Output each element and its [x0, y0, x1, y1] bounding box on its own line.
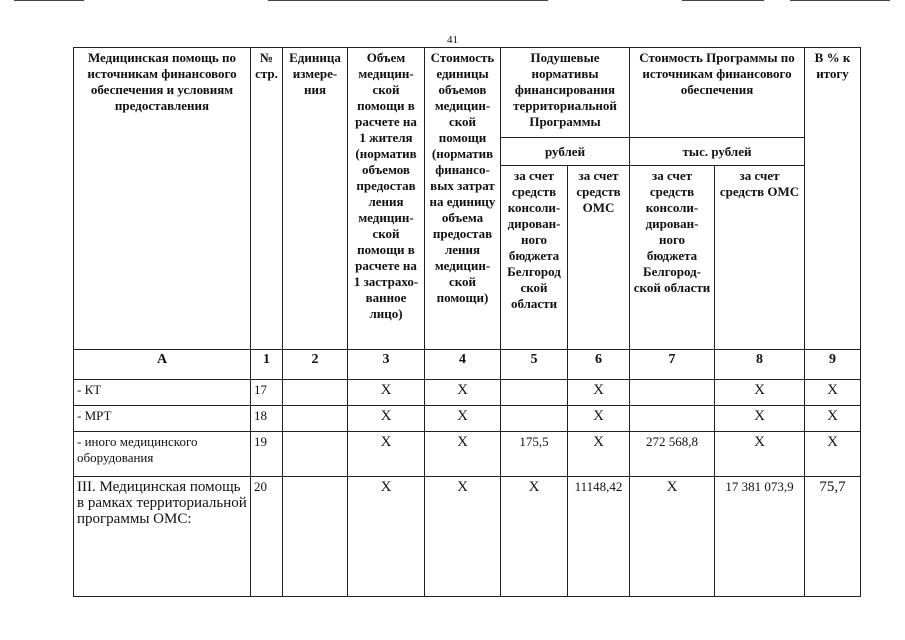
column-number: 4 — [425, 350, 501, 380]
row-c8: Х — [715, 380, 805, 406]
row-c4: Х — [425, 380, 501, 406]
row-c4: Х — [425, 477, 501, 597]
column-number: 7 — [630, 350, 715, 380]
row-unit — [283, 380, 348, 406]
row-c6: 11148,42 — [568, 477, 630, 597]
row-c9: Х — [805, 380, 861, 406]
header-col-2: Единица измере- ния — [283, 48, 348, 350]
table-row — [74, 477, 861, 597]
row-line-number: 18 — [251, 406, 283, 432]
row-c5 — [501, 406, 568, 432]
row-c3: Х — [348, 477, 425, 597]
table-row — [74, 432, 861, 477]
row-c4: Х — [425, 406, 501, 432]
table-row — [74, 406, 861, 432]
row-c5: Х — [501, 477, 568, 597]
row-c8: Х — [715, 406, 805, 432]
row-c5: 175,5 — [501, 432, 568, 477]
row-c8: Х — [715, 432, 805, 477]
row-label: - иного медицинского оборудования — [74, 432, 251, 477]
row-c9: Х — [805, 432, 861, 477]
column-number: 1 — [251, 350, 283, 380]
top-line-far-right — [790, 0, 890, 1]
row-unit — [283, 477, 348, 597]
row-c9: 75,7 — [805, 477, 861, 597]
column-number: 2 — [283, 350, 348, 380]
row-c4: Х — [425, 432, 501, 477]
column-number: 8 — [715, 350, 805, 380]
column-number-row — [74, 350, 861, 380]
top-line-right — [682, 0, 764, 1]
header-per-capita-group: Подушевые нормативы финансирования территориальной Программы — [501, 48, 630, 138]
top-line-left — [14, 0, 84, 1]
row-label: III. Медицинская помощь в рамках территориальной программы ОМС: — [74, 477, 251, 597]
header-col-5: за счет средств консоли- дирован- ного бюджета Белгород ской области — [501, 166, 568, 350]
row-c6: Х — [568, 432, 630, 477]
row-c6: Х — [568, 406, 630, 432]
row-line-number: 20 — [251, 477, 283, 597]
header-col-1: № стр. — [251, 48, 283, 350]
row-c9: Х — [805, 406, 861, 432]
column-number: 6 — [568, 350, 630, 380]
header-col-6: за счет средств ОМС — [568, 166, 630, 350]
row-label: - КТ — [74, 380, 251, 406]
row-line-number: 19 — [251, 432, 283, 477]
header-col-3: Объем медицин- ской помощи в расчете на 1 жителя (норматив объемов предостав ления медицин- ской помощи в расчете на 1 застрахо- ванное лицо) — [348, 48, 425, 350]
row-unit — [283, 432, 348, 477]
row-c8: 17 381 073,9 — [715, 477, 805, 597]
page-number: 41 — [447, 34, 458, 46]
row-c7: Х — [630, 477, 715, 597]
column-number: А — [74, 350, 251, 380]
row-line-number: 17 — [251, 380, 283, 406]
row-c7 — [630, 380, 715, 406]
column-number: 5 — [501, 350, 568, 380]
header-unit-thousand-rubles: тыс. рублей — [630, 138, 805, 166]
header-row-1 — [74, 48, 861, 138]
column-number: 9 — [805, 350, 861, 380]
row-c3: Х — [348, 380, 425, 406]
row-c7 — [630, 406, 715, 432]
row-c3: Х — [348, 432, 425, 477]
row-c7: 272 568,8 — [630, 432, 715, 477]
column-number: 3 — [348, 350, 425, 380]
top-line-center — [268, 0, 548, 1]
header-col-8: за счет средств ОМС — [715, 166, 805, 350]
header-col-4: Стоимость единицы объемов медицин- ской помощи (норматив финансо- вых затрат на единицу объема предостав ления медицин- ской помощи) — [425, 48, 501, 350]
medical-care-table — [73, 47, 861, 597]
header-col-a: Медицинская помощь по источникам финансового обеспечения и условиям предоставления — [74, 48, 251, 350]
row-c6: Х — [568, 380, 630, 406]
row-unit — [283, 406, 348, 432]
header-col-9: В % к итогу — [805, 48, 861, 350]
header-col-7: за счет средств консоли- дирован- ного бюджета Белгород- ской области — [630, 166, 715, 350]
table-row — [74, 380, 861, 406]
header-program-cost-group: Стоимость Программы по источникам финансового обеспечения — [630, 48, 805, 138]
header-unit-rubles: рублей — [501, 138, 630, 166]
row-c5 — [501, 380, 568, 406]
row-c3: Х — [348, 406, 425, 432]
row-label: - МРТ — [74, 406, 251, 432]
